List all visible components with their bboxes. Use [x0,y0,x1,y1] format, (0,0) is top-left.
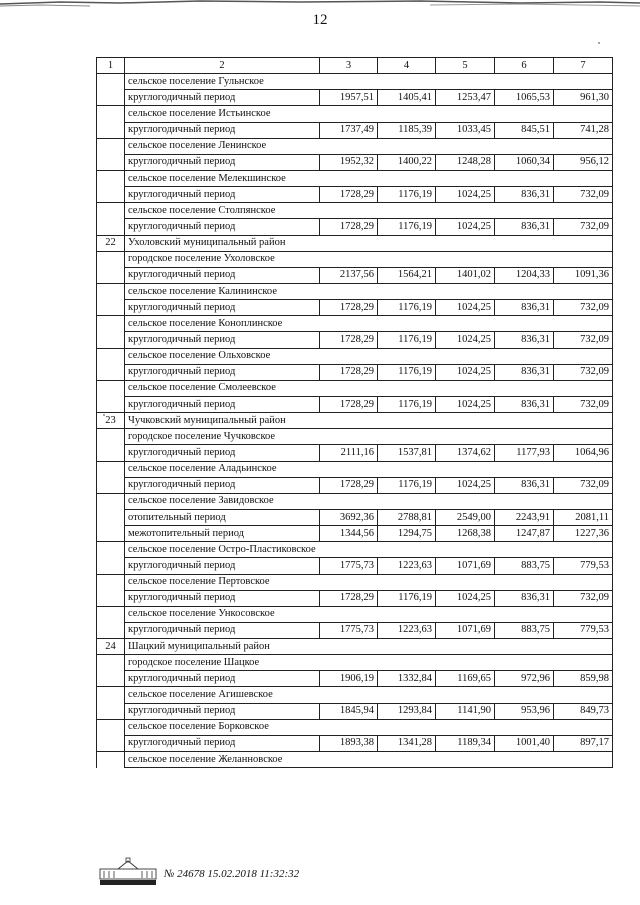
header-cell: 3 [320,58,378,74]
settlement-name: сельское поселение Остро-Пластиковское [125,542,613,558]
tariff-value-cell: 1728,29 [320,477,378,493]
tariff-value-cell: 1176,19 [378,187,436,203]
tariff-value-cell: 836,31 [495,590,554,606]
settlement-name: сельское поселение Смолеевское [125,380,613,396]
number-cell [97,509,125,525]
number-cell [97,106,125,122]
tariff-value-cell: 1024,25 [436,300,495,316]
tariff-value-cell: 961,30 [554,90,613,106]
tariff-value-cell: 1537,81 [378,445,436,461]
period-label: круглогодичный период [125,445,320,461]
period-label: круглогодичный период [125,735,320,751]
settlement-name: городское поселение Чучковское [125,429,613,445]
number-cell [97,122,125,138]
number-cell [97,267,125,283]
number-cell [97,606,125,622]
tariff-value-cell: 1845,94 [320,703,378,719]
table-row [97,219,613,235]
tariff-value-cell: 1227,36 [554,526,613,542]
tariff-value-cell: 741,28 [554,122,613,138]
tariff-value-cell: 1024,25 [436,332,495,348]
settlement-name: сельское поселение Мелекшинское [125,170,613,186]
tariff-value-cell: 1332,84 [378,671,436,687]
table-row [97,90,613,106]
tariff-value-cell: 836,31 [495,187,554,203]
number-cell [97,461,125,477]
table-row [97,187,613,203]
tariff-value-cell: 1400,22 [378,154,436,170]
tariff-value-cell: 2549,00 [436,509,495,525]
tariff-value-cell: 2081,11 [554,509,613,525]
header-cell: 6 [495,58,554,74]
district-name: Ухоловский муниципальный район [125,235,613,251]
tariff-value-cell: 732,09 [554,477,613,493]
tariff-value-cell: 1223,63 [378,558,436,574]
tariff-value-cell: 1906,19 [320,671,378,687]
tariff-value-cell: 2243,91 [495,509,554,525]
tariff-value-cell: 1728,29 [320,332,378,348]
number-cell [97,90,125,106]
settlement-name: сельское поселение Ленинское [125,138,613,154]
scan-edge-artifact [0,0,640,10]
table-row [97,590,613,606]
tariff-value-cell: 1024,25 [436,590,495,606]
tariff-value-cell: 2137,56 [320,267,378,283]
tariff-value-cell: 2788,81 [378,509,436,525]
table-row [97,509,613,525]
tariff-value-cell: 1957,51 [320,90,378,106]
district-name: Шацкий муниципальный район [125,639,613,655]
settlement-name: сельское поселение Завидовское [125,493,613,509]
period-label: круглогодичный период [125,332,320,348]
tariff-value-cell: 1294,75 [378,526,436,542]
settlement-row [97,429,613,445]
number-cell [97,396,125,412]
tariff-value-cell: 1223,63 [378,622,436,638]
number-cell [97,526,125,542]
settlement-row [97,606,613,622]
number-cell [97,719,125,735]
number-cell [97,622,125,638]
tariff-value-cell: 1024,25 [436,187,495,203]
tariff-value-cell: 1065,53 [495,90,554,106]
tariff-value-cell: 1024,25 [436,219,495,235]
tariff-value-cell: 1893,38 [320,735,378,751]
period-label: круглогодичный период [125,219,320,235]
tariff-value-cell: 859,98 [554,671,613,687]
header-cell: 7 [554,58,613,74]
tariff-value-cell: 1341,28 [378,735,436,751]
table-row [97,735,613,751]
tariff-value-cell: 1176,19 [378,590,436,606]
period-label: круглогодичный период [125,558,320,574]
period-label: круглогодичный период [125,300,320,316]
tariff-value-cell: 1176,19 [378,300,436,316]
number-cell [97,187,125,203]
number-cell [97,655,125,671]
tariff-value-cell: 1405,41 [378,90,436,106]
tariff-value-cell: 1728,29 [320,396,378,412]
tariff-value-cell: 836,31 [495,477,554,493]
district-row [97,639,613,655]
tariff-value-cell: 1176,19 [378,364,436,380]
settlement-name: сельское поселение Агишевское [125,687,613,703]
settlement-name: сельское поселение Борковское [125,719,613,735]
settlement-row [97,380,613,396]
number-cell [97,283,125,299]
settlement-row [97,106,613,122]
tariff-table [96,57,613,768]
table-row [97,154,613,170]
number-cell [97,348,125,364]
number-cell [97,574,125,590]
tariff-value-cell: 1141,90 [436,703,495,719]
tariff-value-cell: 779,53 [554,622,613,638]
header-cell: 1 [97,58,125,74]
tariff-value-cell: 845,51 [495,122,554,138]
settlement-row [97,203,613,219]
period-label: межотопительный период [125,526,320,542]
period-label: круглогодичный период [125,590,320,606]
number-cell [97,477,125,493]
tariff-value-cell: 1033,45 [436,122,495,138]
tariff-value-cell: 1728,29 [320,219,378,235]
period-label: отопительный период [125,509,320,525]
tariff-value-cell: 883,75 [495,622,554,638]
table-row [97,364,613,380]
tariff-value-cell: 1293,84 [378,703,436,719]
scan-speck [598,42,600,44]
tariff-value-cell: 1024,25 [436,477,495,493]
number-cell [97,542,125,558]
tariff-value-cell: 897,17 [554,735,613,751]
header-cell: 4 [378,58,436,74]
tariff-value-cell: 836,31 [495,219,554,235]
period-label: круглогодичный период [125,477,320,493]
number-cell [97,380,125,396]
number-cell [97,170,125,186]
table-row [97,526,613,542]
settlement-row [97,542,613,558]
number-cell [97,493,125,509]
tariff-value-cell: 1728,29 [320,187,378,203]
table-row [97,267,613,283]
tariff-value-cell: 1189,34 [436,735,495,751]
settlement-name: городское поселение Ухоловское [125,251,613,267]
table-row [97,332,613,348]
period-label: круглогодичный период [125,396,320,412]
settlement-row [97,316,613,332]
period-label: круглогодичный период [125,187,320,203]
number-cell [97,364,125,380]
settlement-name: сельское поселение Калининское [125,283,613,299]
header-cell: 5 [436,58,495,74]
table-row [97,671,613,687]
period-label: круглогодичный период [125,267,320,283]
table-row [97,396,613,412]
tariff-value-cell: 1401,02 [436,267,495,283]
settlement-name: городское поселение Шацкое [125,655,613,671]
tariff-value-cell: 2111,16 [320,445,378,461]
district-name: Чучковский муниципальный район [125,413,613,429]
period-label: круглогодичный период [125,122,320,138]
tariff-value-cell: 1564,21 [378,267,436,283]
header-cell: 2 [125,58,320,74]
number-cell [97,687,125,703]
period-label: круглогодичный период [125,154,320,170]
number-cell [97,445,125,461]
tariff-value-cell: 836,31 [495,364,554,380]
district-number: 24 [97,639,125,655]
tariff-value-cell: 1185,39 [378,122,436,138]
tariff-value-cell: 1169,65 [436,671,495,687]
tariff-value-cell: 836,31 [495,300,554,316]
settlement-name: сельское поселение Гульнское [125,74,613,90]
tariff-value-cell: 1268,38 [436,526,495,542]
settlement-row [97,283,613,299]
settlement-row [97,687,613,703]
settlement-name: сельское поселение Аладьинское [125,461,613,477]
number-cell [97,251,125,267]
tariff-value-cell: 779,53 [554,558,613,574]
tariff-value-cell: 1071,69 [436,558,495,574]
tariff-value-cell: 1176,19 [378,332,436,348]
tariff-value-cell: 1060,34 [495,154,554,170]
number-cell [97,203,125,219]
tariff-value-cell: 883,75 [495,558,554,574]
table-row [97,122,613,138]
tariff-value-cell: 3692,36 [320,509,378,525]
tariff-value-cell: 1001,40 [495,735,554,751]
district-number: 23 [97,413,125,429]
tariff-value-cell: 732,09 [554,187,613,203]
tariff-value-cell: 1344,56 [320,526,378,542]
settlement-row [97,493,613,509]
settlement-row [97,719,613,735]
table-row [97,703,613,719]
district-number: 22 [97,235,125,251]
settlement-row [97,170,613,186]
number-cell [97,429,125,445]
settlement-name: сельское поселение Коноплинское [125,316,613,332]
tariff-value-cell: 1253,47 [436,90,495,106]
tariff-value-cell: 1952,32 [320,154,378,170]
number-cell [97,300,125,316]
tariff-value-cell: 1737,49 [320,122,378,138]
tariff-value-cell: 1177,93 [495,445,554,461]
page-number: 12 [312,12,328,28]
district-row [97,235,613,251]
number-cell [97,703,125,719]
tariff-value-cell: 953,96 [495,703,554,719]
district-row [97,413,613,429]
settlement-name: сельское поселение Истьинское [125,106,613,122]
number-cell [97,558,125,574]
tariff-value-cell: 1064,96 [554,445,613,461]
table-row [97,445,613,461]
tariff-value-cell: 1204,33 [495,267,554,283]
settlement-row [97,655,613,671]
number-cell [97,138,125,154]
tariff-value-cell: 1374,62 [436,445,495,461]
period-label: круглогодичный период [125,671,320,687]
settlement-name: сельское поселение Столпянское [125,203,613,219]
settlement-row [97,461,613,477]
tariff-value-cell: 732,09 [554,332,613,348]
tariff-value-cell: 1728,29 [320,300,378,316]
number-cell [97,590,125,606]
settlement-row [97,251,613,267]
tariff-value-cell: 1775,73 [320,622,378,638]
table-row [97,477,613,493]
tariff-value-cell: 732,09 [554,590,613,606]
scan-speck [103,414,105,416]
number-cell [97,316,125,332]
number-cell [97,74,125,90]
tariff-value-cell: 732,09 [554,219,613,235]
table-body [97,58,613,768]
settlement-row [97,74,613,90]
settlement-row [97,138,613,154]
number-cell [97,154,125,170]
number-cell [97,752,125,768]
government-building-stamp-icon [98,856,158,886]
tariff-value-cell: 1728,29 [320,590,378,606]
tariff-value-cell: 849,73 [554,703,613,719]
settlement-name: сельское поселение Ункосовское [125,606,613,622]
tariff-value-cell: 1071,69 [436,622,495,638]
period-label: круглогодичный период [125,703,320,719]
period-label: круглогодичный период [125,364,320,380]
number-cell [97,671,125,687]
period-label: круглогодичный период [125,90,320,106]
tariff-value-cell: 732,09 [554,396,613,412]
tariff-value-cell: 836,31 [495,396,554,412]
table-row [97,558,613,574]
table-row [97,300,613,316]
number-cell [97,219,125,235]
document-registration-stamp: № 24678 15.02.2018 11:32:32 [164,868,300,880]
tariff-value-cell: 1024,25 [436,396,495,412]
tariff-value-cell: 732,09 [554,300,613,316]
tariff-value-cell: 956,12 [554,154,613,170]
settlement-row [97,574,613,590]
tariff-value-cell: 732,09 [554,364,613,380]
settlement-name: сельское поселение Желанновское [125,752,613,768]
tariff-value-cell: 1176,19 [378,396,436,412]
tariff-value-cell: 1091,36 [554,267,613,283]
tariff-value-cell: 1024,25 [436,364,495,380]
settlement-name: сельское поселение Пертовское [125,574,613,590]
tariff-value-cell: 972,96 [495,671,554,687]
settlement-row [97,348,613,364]
tariff-value-cell: 1176,19 [378,219,436,235]
table-header-row [97,58,613,74]
number-cell [97,735,125,751]
settlement-name: сельское поселение Ольховское [125,348,613,364]
tariff-value-cell: 1176,19 [378,477,436,493]
document-footer [98,856,358,886]
tariff-value-cell: 836,31 [495,332,554,348]
tariff-value-cell: 1248,28 [436,154,495,170]
tariff-value-cell: 1247,87 [495,526,554,542]
number-cell [97,332,125,348]
tariff-value-cell: 1728,29 [320,364,378,380]
tariff-value-cell: 1775,73 [320,558,378,574]
table-row [97,622,613,638]
period-label: круглогодичный период [125,622,320,638]
settlement-row [97,752,613,768]
